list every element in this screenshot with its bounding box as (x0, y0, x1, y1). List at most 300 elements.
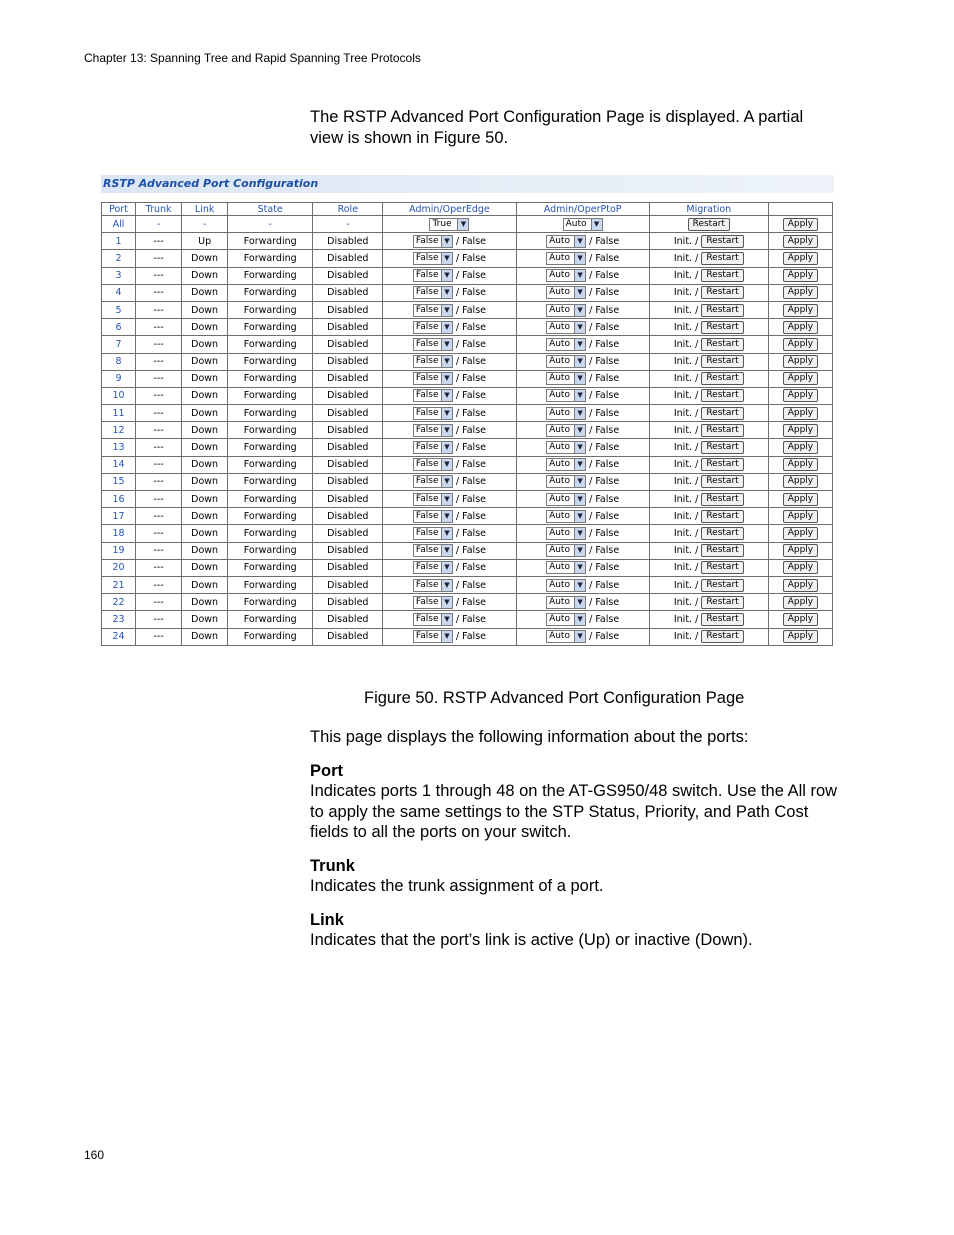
all-trunk: - (136, 216, 182, 233)
restart-button[interactable]: Restart (701, 235, 743, 248)
restart-button[interactable]: Restart (701, 510, 743, 523)
running-header: Chapter 13: Spanning Tree and Rapid Spanning Tree Protocols (84, 51, 421, 65)
state-cell: Forwarding (228, 508, 313, 525)
admin-ptop-value: Auto (549, 424, 570, 435)
link-cell: Down (182, 473, 228, 490)
oper-edge-value: / False (455, 459, 486, 471)
admin-ptop-select[interactable] (546, 304, 586, 317)
edge-cell (383, 233, 516, 250)
table-row (102, 559, 833, 576)
role-cell: Disabled (313, 491, 383, 508)
chevron-down-icon: ▼ (441, 425, 452, 436)
col-state-header[interactable]: State (228, 203, 313, 216)
port-link[interactable]: 14 (102, 456, 136, 473)
init-label: Init. / (673, 459, 699, 471)
port-link[interactable]: 2 (102, 250, 136, 267)
oper-edge-value: / False (455, 287, 486, 299)
admin-edge-value: False (415, 235, 439, 246)
role-cell: Disabled (313, 439, 383, 456)
admin-ptop-value: Auto (549, 562, 570, 573)
port-link[interactable]: 8 (102, 353, 136, 370)
all-state: - (228, 216, 313, 233)
port-link[interactable]: 7 (102, 336, 136, 353)
all-ptop-select[interactable] (563, 218, 603, 231)
apply-button[interactable]: Apply (783, 407, 818, 420)
port-link[interactable]: 3 (102, 267, 136, 284)
chevron-down-icon: ▼ (441, 373, 452, 384)
oper-edge-value: / False (455, 270, 486, 282)
rstp-config-figure (101, 175, 834, 646)
oper-ptop-value: / False (589, 476, 620, 488)
oper-ptop-value: / False (589, 287, 620, 299)
oper-edge-value: / False (455, 527, 486, 539)
role-cell: Disabled (313, 353, 383, 370)
migration-cell (649, 301, 768, 318)
admin-edge-select[interactable] (413, 613, 453, 626)
init-label: Init. / (673, 476, 699, 488)
port-link[interactable]: 5 (102, 301, 136, 318)
admin-edge-select[interactable] (413, 407, 453, 420)
apply-button[interactable]: Apply (783, 579, 818, 592)
restart-button[interactable]: Restart (701, 441, 743, 454)
apply-cell (768, 525, 832, 542)
admin-edge-select[interactable] (413, 458, 453, 471)
apply-button[interactable]: Apply (783, 441, 818, 454)
restart-button[interactable]: Restart (701, 338, 743, 351)
trunk-cell: --- (136, 491, 182, 508)
admin-ptop-select[interactable] (546, 389, 586, 402)
table-row (102, 439, 833, 456)
chevron-down-icon: ▼ (574, 614, 585, 625)
trunk-cell: --- (136, 336, 182, 353)
apply-cell (768, 233, 832, 250)
admin-edge-value: False (415, 493, 439, 504)
admin-ptop-select[interactable] (546, 321, 586, 334)
section-term: Link (310, 910, 344, 929)
admin-ptop-select[interactable] (546, 372, 586, 385)
link-cell: Down (182, 508, 228, 525)
oper-ptop-value: / False (589, 252, 620, 264)
port-link[interactable]: 1 (102, 233, 136, 250)
admin-ptop-select[interactable] (546, 596, 586, 609)
apply-button[interactable]: Apply (783, 527, 818, 540)
admin-ptop-value: Auto (549, 459, 570, 470)
col-role-header[interactable]: Role (313, 203, 383, 216)
init-label: Init. / (673, 545, 699, 557)
oper-ptop-value: / False (589, 562, 620, 574)
chevron-down-icon: ▼ (441, 562, 452, 573)
apply-button[interactable]: Apply (783, 355, 818, 368)
admin-edge-value: False (415, 390, 439, 401)
oper-edge-value: / False (455, 338, 486, 350)
ptop-cell (516, 336, 649, 353)
admin-edge-select[interactable] (413, 372, 453, 385)
port-link[interactable]: 16 (102, 491, 136, 508)
restart-button[interactable]: Restart (701, 630, 743, 643)
table-row (102, 525, 833, 542)
col-ptop-header[interactable]: Admin/OperPtoP (516, 203, 649, 216)
apply-button[interactable]: Apply (783, 561, 818, 574)
restart-button[interactable]: Restart (701, 252, 743, 265)
oper-edge-value: / False (455, 442, 486, 454)
oper-edge-value: / False (455, 562, 486, 574)
port-link[interactable]: 19 (102, 542, 136, 559)
admin-ptop-value: Auto (549, 287, 570, 298)
ptop-cell (516, 267, 649, 284)
restart-button[interactable]: Restart (701, 355, 743, 368)
admin-ptop-select[interactable] (546, 630, 586, 643)
col-trunk-header[interactable]: Trunk (136, 203, 182, 216)
init-label: Init. / (673, 442, 699, 454)
role-cell: Disabled (313, 576, 383, 593)
apply-button[interactable]: Apply (783, 493, 818, 506)
restart-button[interactable]: Restart (701, 544, 743, 557)
intro-paragraph: The RSTP Advanced Port Configuration Page is displayed. A partial view is shown in Figure 50. (310, 108, 804, 147)
port-link[interactable]: 15 (102, 473, 136, 490)
admin-ptop-select[interactable] (546, 458, 586, 471)
description-body (310, 727, 840, 964)
col-link-header[interactable]: Link (182, 203, 228, 216)
apply-button[interactable]: Apply (783, 475, 818, 488)
edge-cell (383, 422, 516, 439)
restart-button[interactable]: Restart (701, 579, 743, 592)
admin-ptop-value: Auto (549, 631, 570, 642)
admin-edge-select[interactable] (413, 338, 453, 351)
admin-ptop-select[interactable] (546, 441, 586, 454)
port-link[interactable]: 4 (102, 284, 136, 301)
restart-button[interactable]: Restart (701, 596, 743, 609)
ptop-cell (516, 525, 649, 542)
state-cell: Forwarding (228, 439, 313, 456)
edge-cell (383, 267, 516, 284)
col-edge-header[interactable]: Admin/OperEdge (383, 203, 516, 216)
table-row (102, 267, 833, 284)
apply-button[interactable]: Apply (783, 286, 818, 299)
ptop-cell (516, 301, 649, 318)
port-link[interactable]: 12 (102, 422, 136, 439)
edge-cell (383, 628, 516, 645)
admin-ptop-select[interactable] (546, 527, 586, 540)
chevron-down-icon: ▼ (574, 545, 585, 556)
oper-ptop-value: / False (589, 270, 620, 282)
admin-ptop-select[interactable] (546, 475, 586, 488)
admin-edge-select[interactable] (413, 630, 453, 643)
admin-edge-value: False (415, 510, 439, 521)
admin-edge-select[interactable] (413, 355, 453, 368)
migration-cell (649, 267, 768, 284)
admin-edge-value: False (415, 304, 439, 315)
admin-ptop-value: Auto (549, 235, 570, 246)
oper-edge-value: / False (455, 579, 486, 591)
apply-button[interactable]: Apply (783, 510, 818, 523)
all-edge-select[interactable] (429, 218, 469, 231)
edge-cell (383, 491, 516, 508)
edge-cell (383, 353, 516, 370)
admin-edge-select[interactable] (413, 527, 453, 540)
admin-edge-select[interactable] (413, 579, 453, 592)
col-port-header[interactable]: Port (102, 203, 136, 216)
all-apply-button[interactable]: Apply (783, 218, 818, 231)
admin-ptop-select[interactable] (546, 355, 586, 368)
admin-edge-select[interactable] (413, 389, 453, 402)
state-cell: Forwarding (228, 628, 313, 645)
trunk-cell: --- (136, 301, 182, 318)
migration-cell (649, 594, 768, 611)
oper-ptop-value: / False (589, 527, 620, 539)
admin-edge-value: False (415, 373, 439, 384)
admin-edge-select[interactable] (413, 286, 453, 299)
admin-edge-select[interactable] (413, 544, 453, 557)
all-restart-button[interactable]: Restart (688, 218, 730, 231)
migration-cell (649, 576, 768, 593)
ptop-cell (516, 233, 649, 250)
apply-button[interactable]: Apply (783, 321, 818, 334)
admin-ptop-select[interactable] (546, 252, 586, 265)
trunk-cell: --- (136, 370, 182, 387)
port-link[interactable]: 6 (102, 319, 136, 336)
init-label: Init. / (673, 252, 699, 264)
apply-cell (768, 422, 832, 439)
admin-edge-select[interactable] (413, 475, 453, 488)
state-cell: Forwarding (228, 594, 313, 611)
restart-button[interactable]: Restart (701, 424, 743, 437)
restart-button[interactable]: Restart (701, 372, 743, 385)
oper-ptop-value: / False (589, 356, 620, 368)
oper-edge-value: / False (455, 510, 486, 522)
chevron-down-icon: ▼ (574, 270, 585, 281)
state-cell: Forwarding (228, 284, 313, 301)
ptop-cell (516, 319, 649, 336)
port-link[interactable]: 17 (102, 508, 136, 525)
role-cell: Disabled (313, 405, 383, 422)
admin-edge-select[interactable] (413, 321, 453, 334)
link-cell: Down (182, 422, 228, 439)
migration-cell (649, 525, 768, 542)
apply-cell (768, 405, 832, 422)
admin-ptop-value: Auto (549, 579, 570, 590)
section-link (310, 910, 840, 951)
admin-edge-select[interactable] (413, 252, 453, 265)
ptop-cell (516, 405, 649, 422)
oper-edge-value: / False (455, 390, 486, 402)
port-link[interactable]: 22 (102, 594, 136, 611)
init-label: Init. / (673, 424, 699, 436)
port-link[interactable]: 21 (102, 576, 136, 593)
apply-button[interactable]: Apply (783, 269, 818, 282)
all-row (102, 216, 833, 233)
link-cell: Down (182, 525, 228, 542)
apply-cell (768, 542, 832, 559)
port-link[interactable]: 13 (102, 439, 136, 456)
port-link[interactable]: 9 (102, 370, 136, 387)
ptop-cell (516, 387, 649, 404)
port-link[interactable]: 24 (102, 628, 136, 645)
chevron-down-icon: ▼ (441, 580, 452, 591)
restart-button[interactable]: Restart (701, 407, 743, 420)
restart-button[interactable]: Restart (701, 389, 743, 402)
link-cell: Down (182, 594, 228, 611)
edge-cell (383, 284, 516, 301)
admin-ptop-value: Auto (549, 596, 570, 607)
chevron-down-icon: ▼ (574, 390, 585, 401)
restart-button[interactable]: Restart (701, 286, 743, 299)
oper-edge-value: / False (455, 304, 486, 316)
migration-cell (649, 370, 768, 387)
edge-cell (383, 508, 516, 525)
init-label: Init. / (673, 356, 699, 368)
restart-button[interactable]: Restart (701, 561, 743, 574)
admin-ptop-select[interactable] (546, 235, 586, 248)
apply-button[interactable]: Apply (783, 458, 818, 471)
table-header-row (102, 203, 833, 216)
edge-cell (383, 301, 516, 318)
trunk-cell: --- (136, 267, 182, 284)
admin-ptop-select[interactable] (546, 561, 586, 574)
section-description: Indicates ports 1 through 48 on the AT-GS950/48 switch. Use the All row to apply the same settings to the STP Status, Priority, and Path Cost fields to all the ports on your switch. (310, 782, 838, 841)
chevron-down-icon: ▼ (441, 528, 452, 539)
trunk-cell: --- (136, 611, 182, 628)
chevron-down-icon: ▼ (574, 459, 585, 470)
admin-ptop-select[interactable] (546, 544, 586, 557)
oper-ptop-value: / False (589, 459, 620, 471)
link-cell: Down (182, 319, 228, 336)
admin-ptop-select[interactable] (546, 493, 586, 506)
apply-button[interactable]: Apply (783, 424, 818, 437)
port-config-table (101, 202, 833, 646)
apply-button[interactable]: Apply (783, 304, 818, 317)
apply-button[interactable]: Apply (783, 389, 818, 402)
chevron-down-icon: ▼ (441, 322, 452, 333)
restart-button[interactable]: Restart (701, 475, 743, 488)
apply-cell (768, 576, 832, 593)
admin-edge-select[interactable] (413, 235, 453, 248)
port-link[interactable]: 23 (102, 611, 136, 628)
admin-edge-select[interactable] (413, 596, 453, 609)
ptop-cell (516, 284, 649, 301)
admin-ptop-select[interactable] (546, 269, 586, 282)
ptop-cell (516, 508, 649, 525)
chevron-down-icon: ▼ (441, 305, 452, 316)
admin-edge-select[interactable] (413, 424, 453, 437)
restart-button[interactable]: Restart (701, 458, 743, 471)
port-link[interactable]: 10 (102, 387, 136, 404)
admin-ptop-value: Auto (549, 476, 570, 487)
chevron-down-icon: ▼ (574, 373, 585, 384)
admin-ptop-select[interactable] (546, 579, 586, 592)
apply-cell (768, 559, 832, 576)
chevron-down-icon: ▼ (441, 287, 452, 298)
admin-ptop-value: Auto (549, 407, 570, 418)
apply-cell (768, 301, 832, 318)
trunk-cell: --- (136, 353, 182, 370)
admin-edge-select[interactable] (413, 304, 453, 317)
apply-button[interactable]: Apply (783, 235, 818, 248)
state-cell: Forwarding (228, 576, 313, 593)
ptop-cell (516, 422, 649, 439)
table-row (102, 353, 833, 370)
admin-edge-value: False (415, 459, 439, 470)
admin-edge-value: False (415, 476, 439, 487)
admin-ptop-select[interactable] (546, 424, 586, 437)
role-cell: Disabled (313, 370, 383, 387)
oper-ptop-value: / False (589, 304, 620, 316)
init-label: Init. / (673, 373, 699, 385)
trunk-cell: --- (136, 387, 182, 404)
oper-edge-value: / False (455, 424, 486, 436)
all-port-link[interactable]: All (102, 216, 136, 233)
state-cell: Forwarding (228, 456, 313, 473)
admin-ptop-select[interactable] (546, 510, 586, 523)
admin-edge-select[interactable] (413, 493, 453, 506)
table-row (102, 611, 833, 628)
ptop-cell (516, 439, 649, 456)
restart-button[interactable]: Restart (701, 613, 743, 626)
apply-button[interactable]: Apply (783, 372, 818, 385)
admin-ptop-select[interactable] (546, 286, 586, 299)
table-row (102, 233, 833, 250)
admin-edge-select[interactable] (413, 441, 453, 454)
admin-ptop-select[interactable] (546, 613, 586, 626)
link-cell: Down (182, 542, 228, 559)
apply-button[interactable]: Apply (783, 596, 818, 609)
restart-button[interactable]: Restart (701, 321, 743, 334)
admin-edge-value: False (415, 407, 439, 418)
role-cell: Disabled (313, 319, 383, 336)
port-link[interactable]: 20 (102, 559, 136, 576)
role-cell: Disabled (313, 594, 383, 611)
chevron-down-icon: ▼ (574, 511, 585, 522)
restart-button[interactable]: Restart (701, 269, 743, 282)
role-cell: Disabled (313, 233, 383, 250)
admin-edge-value: False (415, 579, 439, 590)
admin-ptop-value: Auto (549, 545, 570, 556)
table-row (102, 491, 833, 508)
apply-button[interactable]: Apply (783, 338, 818, 351)
port-link[interactable]: 18 (102, 525, 136, 542)
table-row (102, 576, 833, 593)
restart-button[interactable]: Restart (701, 527, 743, 540)
admin-edge-select[interactable] (413, 561, 453, 574)
restart-button[interactable]: Restart (701, 304, 743, 317)
apply-button[interactable]: Apply (783, 630, 818, 643)
apply-button[interactable]: Apply (783, 252, 818, 265)
admin-ptop-value: Auto (549, 493, 570, 504)
role-cell: Disabled (313, 542, 383, 559)
admin-ptop-select[interactable] (546, 407, 586, 420)
admin-edge-select[interactable] (413, 510, 453, 523)
restart-button[interactable]: Restart (701, 493, 743, 506)
apply-button[interactable]: Apply (783, 544, 818, 557)
init-label: Init. / (673, 235, 699, 247)
edge-cell (383, 542, 516, 559)
ptop-cell (516, 353, 649, 370)
trunk-cell: --- (136, 542, 182, 559)
table-row (102, 284, 833, 301)
admin-ptop-select[interactable] (546, 338, 586, 351)
admin-edge-select[interactable] (413, 269, 453, 282)
migration-cell (649, 508, 768, 525)
apply-cell (768, 508, 832, 525)
port-link[interactable]: 11 (102, 405, 136, 422)
edge-cell (383, 387, 516, 404)
apply-cell (768, 370, 832, 387)
migration-cell (649, 542, 768, 559)
edge-cell (383, 370, 516, 387)
chevron-down-icon: ▼ (574, 287, 585, 298)
col-migration-header[interactable]: Migration (649, 203, 768, 216)
apply-button[interactable]: Apply (783, 613, 818, 626)
ptop-cell (516, 250, 649, 267)
